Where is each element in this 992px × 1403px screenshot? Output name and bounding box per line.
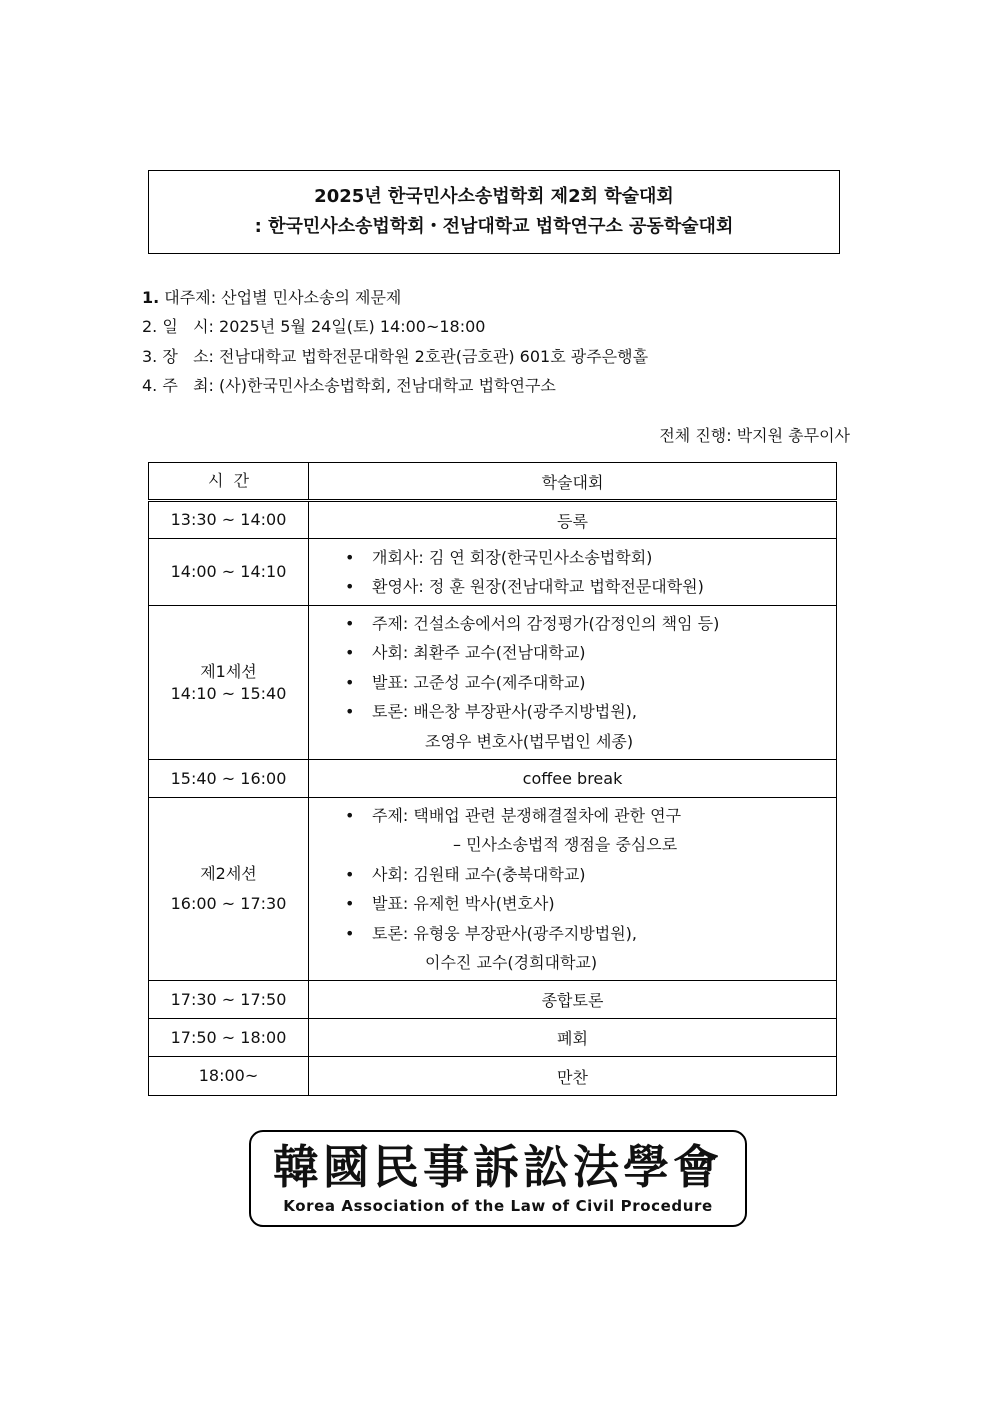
- item-text: 토론: 유형웅 부장판사(광주지방법원),: [372, 923, 637, 943]
- list-item: • 발표: 고준성 교수(제주대학교): [345, 672, 586, 692]
- table-row: [149, 981, 837, 1019]
- info-label: 일 시: [157, 317, 209, 337]
- item-text: 환영사: 정 훈 원장(전남대학교 법학전문대학원): [372, 577, 704, 596]
- overall-moderator: 전체 진행: 박지원 총무이사: [659, 426, 850, 445]
- item-text: 사회: 김원태 교수(충북대학교): [372, 864, 586, 884]
- info-label: 장 소: [157, 346, 209, 366]
- row-time: 13:30 ~ 14:00: [149, 501, 309, 539]
- list-item: • 발표: 유제헌 박사(변호사): [345, 894, 555, 913]
- session-time: 14:10 ~ 15:40: [170, 683, 287, 703]
- info-value: : 2025년 5월 24일(토) 14:00~18:00: [208, 317, 486, 337]
- item-text: 사회: 최환주 교수(전남대학교): [372, 643, 586, 663]
- info-number: 2.: [142, 317, 158, 337]
- info-value: : (사)한국민사소송법학회, 전남대학교 법학연구소: [208, 375, 556, 395]
- table-row: [149, 539, 837, 606]
- row-time: [149, 606, 309, 760]
- session-time: 16:00 ~ 17:30: [170, 894, 287, 913]
- row-program: coffee break: [309, 760, 837, 798]
- row-program: 종합토론: [309, 981, 837, 1019]
- list-item: • 환영사: 정 훈 원장(전남대학교 법학전문대학원): [345, 577, 704, 596]
- row-time: 15:40 ~ 16:00: [149, 760, 309, 798]
- event-title: 2025년 한국민사소송법학회 제2회 학술대회: [314, 186, 674, 207]
- row-program: [309, 539, 837, 606]
- info-theme: [142, 286, 648, 315]
- table-row: [149, 501, 837, 539]
- row-program: 등록: [309, 501, 837, 539]
- info-value: : 산업별 민사소송의 제문제: [210, 288, 402, 307]
- info-datetime: [142, 315, 648, 344]
- row-program: 폐회: [309, 1019, 837, 1057]
- list-item-continuation: 이수진 교수(경희대학교): [425, 953, 598, 972]
- item-text: 토론: 배은창 부장판사(광주지방법원),: [372, 702, 637, 722]
- info-number: 4.: [142, 375, 158, 395]
- list-item: • 토론: 유형웅 부장판사(광주지방법원),: [345, 923, 637, 943]
- row-time: 17:30 ~ 17:50: [149, 981, 309, 1019]
- info-host: [142, 374, 648, 403]
- row-program: [309, 798, 837, 981]
- row-time: 17:50 ~ 18:00: [149, 1019, 309, 1057]
- info-label: 대주제: [159, 288, 211, 307]
- association-logo: [249, 1130, 747, 1227]
- list-item-continuation: 조영우 변호사(법무법인 세종): [425, 731, 634, 751]
- logo-hanja: 韓國民事訴訟法學會: [273, 1140, 723, 1194]
- title-box: [148, 170, 840, 254]
- list-item: • 사회: 김원태 교수(충북대학교): [345, 864, 586, 884]
- item-text: 주제: 건설소송에서의 감정평가(감정인의 책임 등): [372, 613, 720, 633]
- event-info: [142, 286, 648, 403]
- table-row: [149, 1057, 837, 1096]
- info-value: : 전남대학교 법학전문대학원 2호관(금호관) 601호 광주은행홀: [208, 346, 649, 366]
- header-program: 학술대회: [309, 463, 837, 501]
- table-row: [149, 606, 837, 760]
- list-item: • 토론: 배은창 부장판사(광주지방법원),: [345, 702, 637, 722]
- item-text: 개회사: 김 연 회장(한국민사소송법학회): [372, 547, 653, 567]
- table-row: [149, 1019, 837, 1057]
- info-label: 주 최: [157, 375, 209, 395]
- table-row: [149, 798, 837, 981]
- row-time: [149, 798, 309, 981]
- row-program: 만찬: [309, 1057, 837, 1096]
- topic-subtitle: – 민사소송법적 쟁점을 중심으로: [453, 835, 678, 854]
- info-number: 3.: [142, 346, 158, 366]
- list-item: • 주제: 건설소송에서의 감정평가(감정인의 책임 등): [345, 613, 720, 633]
- table-header-row: [149, 463, 837, 501]
- logo-english-name: Korea Association of the Law of Civil Procedure: [283, 1197, 713, 1215]
- session-name: 제1세션: [200, 661, 257, 681]
- item-text: 주제: 택배업 관련 분쟁해결절차에 관한 연구: [372, 805, 682, 825]
- item-text: 발표: 고준성 교수(제주대학교): [372, 672, 586, 692]
- list-item: • 개회사: 김 연 회장(한국민사소송법학회): [345, 547, 653, 567]
- list-item: • 사회: 최환주 교수(전남대학교): [345, 643, 586, 663]
- event-subtitle: : 한국민사소송법학회・전남대학교 법학연구소 공동학술대회: [254, 216, 734, 237]
- header-time: 시 간: [149, 463, 309, 501]
- session-name: 제2세션: [200, 864, 257, 883]
- schedule-table: [148, 462, 837, 1096]
- table-row: [149, 760, 837, 798]
- item-text: 발표: 유제헌 박사(변호사): [372, 894, 555, 913]
- row-program: [309, 606, 837, 760]
- row-time: 14:00 ~ 14:10: [149, 539, 309, 606]
- info-number: 1.: [142, 288, 160, 307]
- info-venue: [142, 345, 648, 374]
- list-item: • 주제: 택배업 관련 분쟁해결절차에 관한 연구: [345, 805, 682, 825]
- row-time: 18:00~: [149, 1057, 309, 1096]
